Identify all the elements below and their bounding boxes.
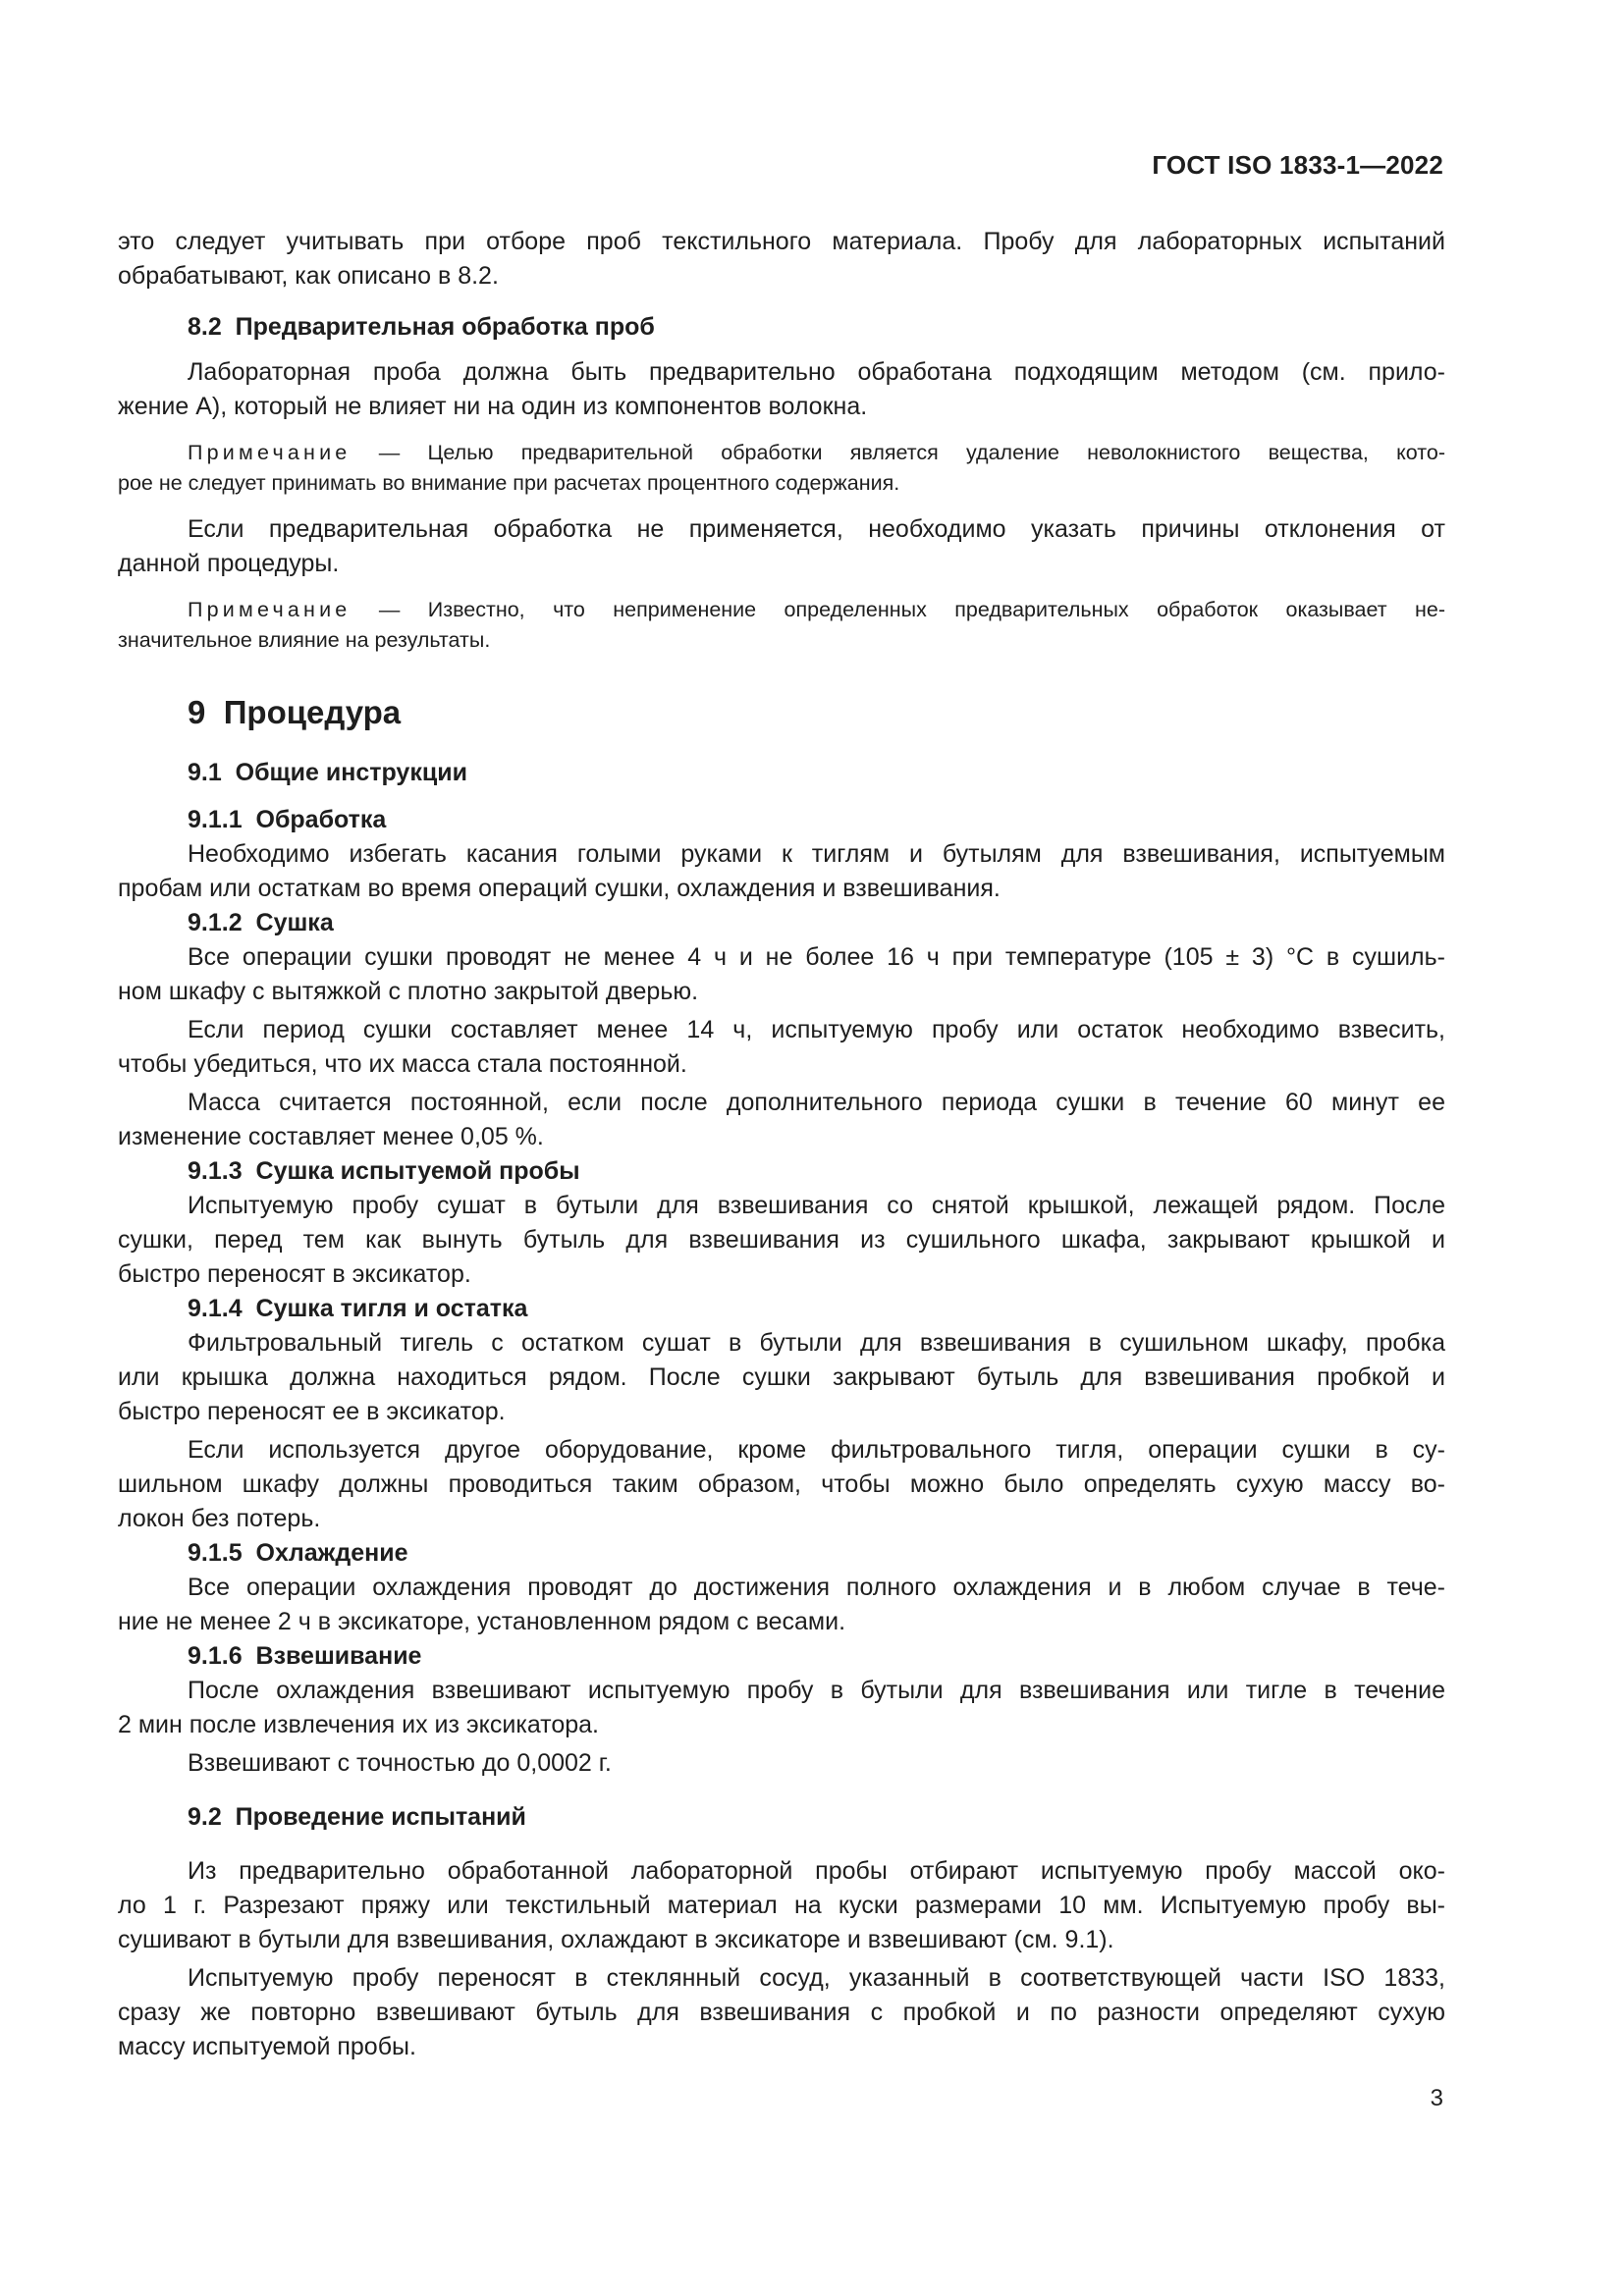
section-title: Проведение испытаний: [235, 1803, 526, 1831]
text-line: жение A), который не влияет ни на один из компонентов волокна.: [118, 393, 868, 420]
section-heading-9-1-4: [118, 1292, 1445, 1326]
text-line: быстро переносят в эксикатор.: [118, 1260, 471, 1288]
section-heading-9-1-6: [118, 1639, 1445, 1674]
section-number: 8.2: [188, 313, 222, 341]
paragraph: [118, 1189, 1445, 1292]
section-title: Взвешивание: [255, 1642, 422, 1670]
section-heading-9-1-2: [118, 906, 1445, 940]
paragraph: [118, 1571, 1445, 1639]
section-number: 9.1.3: [188, 1157, 243, 1185]
note-label: Примечание: [188, 598, 352, 621]
text-line: данной процедуры.: [118, 550, 340, 577]
text-line: Испытуемую пробу переносят в стеклянный сосуд, указанный в соответствующей части ISO 1833,: [188, 1964, 1445, 1992]
paragraph: [118, 1746, 1445, 1781]
section-heading-9: [118, 693, 1445, 732]
text-line: изменение составляет менее 0,05 %.: [118, 1123, 544, 1150]
section-heading-8-2: [118, 310, 1445, 345]
section-title: Общие инструкции: [235, 759, 467, 786]
text-line: Взвешивают с точностью до 0,0002 г.: [188, 1749, 612, 1777]
text-line: ло 1 г. Разрезают пряжу или текстильный материал на куски размерами 10 мм. Испытуемую пробу вы-: [118, 1892, 1445, 1919]
paragraph: [118, 837, 1445, 906]
text-line: пробам или остаткам во время операций сушки, охлаждения и взвешивания.: [118, 875, 1001, 902]
text-line: Необходимо избегать касания голыми руками к тиглям и бутылям для взвешивания, испытуемым: [188, 840, 1445, 868]
note-label: Примечание: [188, 441, 352, 464]
document-body: [118, 225, 1445, 2064]
text-line: Все операции охлаждения проводят до достижения полного охлаждения и в любом случае в тече-: [188, 1574, 1445, 1601]
text-line: Если период сушки составляет менее 14 ч, испытуемую пробу или остаток необходимо взвесить,: [188, 1016, 1445, 1043]
section-title: Предварительная обработка проб: [235, 313, 655, 341]
section-number: 9.1: [188, 759, 222, 786]
section-heading-9-1: [118, 756, 1445, 790]
note-2: [118, 595, 1445, 656]
text-line: Испытуемую пробу сушат в бутыли для взвешивания со снятой крышкой, лежащей рядом. После: [188, 1192, 1445, 1219]
section-number: 9.1.4: [188, 1295, 243, 1322]
text-line: сразу же повторно взвешивают бутыль для взвешивания с пробкой и по разности определяют сухую: [118, 1999, 1445, 2026]
text-line: это следует учитывать при отборе проб текстильного материала. Пробу для лабораторных испытаний: [118, 228, 1445, 255]
text-line: шильном шкафу должны проводиться таким образом, чтобы можно было определять сухую массу во-: [118, 1470, 1445, 1498]
section-number: 9.1.2: [188, 909, 243, 936]
text-line: Если предварительная обработка не применяется, необходимо указать причины отклонения от: [188, 515, 1445, 543]
document-header: ГОСТ ISO 1833-1—2022: [1152, 150, 1443, 180]
page-number: 3: [1430, 2085, 1443, 2111]
paragraph: [118, 1674, 1445, 1742]
section-title: Процедура: [223, 694, 402, 730]
note-line: [118, 595, 1445, 625]
note-text: — Целью предварительной обработки является удаление неволокнистого вещества, кото-: [351, 441, 1445, 464]
text-line: ном шкафу с вытяжкой с плотно закрытой дверью.: [118, 978, 699, 1005]
text-line: массу испытуемой пробы.: [118, 2033, 416, 2060]
intro-paragraph: [118, 225, 1445, 294]
text-line: После охлаждения взвешивают испытуемую пробу в бутыли для взвешивания или тигле в течение: [188, 1677, 1445, 1704]
paragraph: [118, 1086, 1445, 1154]
section-number: 9: [188, 694, 206, 730]
text-line: 2 мин после извлечения их из эксикатора.: [118, 1711, 600, 1738]
section-title: Сушка: [255, 909, 334, 936]
note-text: — Известно, что неприменение определенных предварительных обработок оказывает не-: [351, 598, 1445, 621]
text-line: или крышка должна находиться рядом. После сушки закрывают бутыль для взвешивания пробкой и: [118, 1363, 1445, 1391]
note-line: значительное влияние на результаты.: [118, 628, 491, 652]
text-line: сушивают в бутыли для взвешивания, охлаждают в эксикаторе и взвешивают (см. 9.1).: [118, 1926, 1114, 1953]
paragraph: [118, 1326, 1445, 1429]
section-title: Сушка тигля и остатка: [255, 1295, 528, 1322]
text-line: Лабораторная проба должна быть предварительно обработана подходящим методом (см. прило-: [188, 358, 1445, 386]
section-title: Сушка испытуемой пробы: [255, 1157, 580, 1185]
section-number: 9.2: [188, 1803, 222, 1831]
text-line: сушки, перед тем как вынуть бутыль для взвешивания из сушильного шкафа, закрывают крышкой и: [118, 1226, 1445, 1254]
text-line: локон без потерь.: [118, 1505, 321, 1532]
text-line: чтобы убедиться, что их масса стала постоянной.: [118, 1050, 687, 1078]
note-line: [118, 438, 1445, 468]
note-1: [118, 438, 1445, 499]
paragraph: [118, 512, 1445, 581]
section-heading-9-2: [118, 1800, 1445, 1835]
paragraph: [118, 1961, 1445, 2064]
paragraph: [118, 1013, 1445, 1082]
text-line: обрабатывают, как описано в 8.2.: [118, 262, 499, 290]
text-line: Из предварительно обработанной лабораторной пробы отбирают испытуемую пробу массой око-: [188, 1857, 1445, 1885]
paragraph: [118, 1854, 1445, 1957]
section-number: 9.1.5: [188, 1539, 243, 1567]
text-line: Масса считается постоянной, если после дополнительного периода сушки в течение 60 минут ее: [188, 1089, 1445, 1116]
text-line: быстро переносят ее в эксикатор.: [118, 1398, 506, 1425]
text-line: ние не менее 2 ч в эксикаторе, установленном рядом с весами.: [118, 1608, 846, 1635]
paragraph: [118, 940, 1445, 1009]
text-line: Все операции сушки проводят не менее 4 ч и не более 16 ч при температуре (105 ± 3) °C в сушиль-: [188, 943, 1445, 971]
section-title: Обработка: [255, 806, 387, 833]
paragraph: [118, 355, 1445, 424]
text-line: Если используется другое оборудование, кроме фильтровального тигля, операции сушки в су-: [188, 1436, 1445, 1464]
section-number: 9.1.1: [188, 806, 243, 833]
paragraph: [118, 1433, 1445, 1536]
section-number: 9.1.6: [188, 1642, 243, 1670]
section-heading-9-1-3: [118, 1154, 1445, 1189]
text-line: Фильтровальный тигель с остатком сушат в бутыли для взвешивания в сушильном шкафу, пробка: [188, 1329, 1445, 1357]
section-heading-9-1-5: [118, 1536, 1445, 1571]
section-heading-9-1-1: [118, 803, 1445, 837]
note-line: рое не следует принимать во внимание при расчетах процентного содержания.: [118, 471, 900, 495]
section-title: Охлаждение: [255, 1539, 408, 1567]
